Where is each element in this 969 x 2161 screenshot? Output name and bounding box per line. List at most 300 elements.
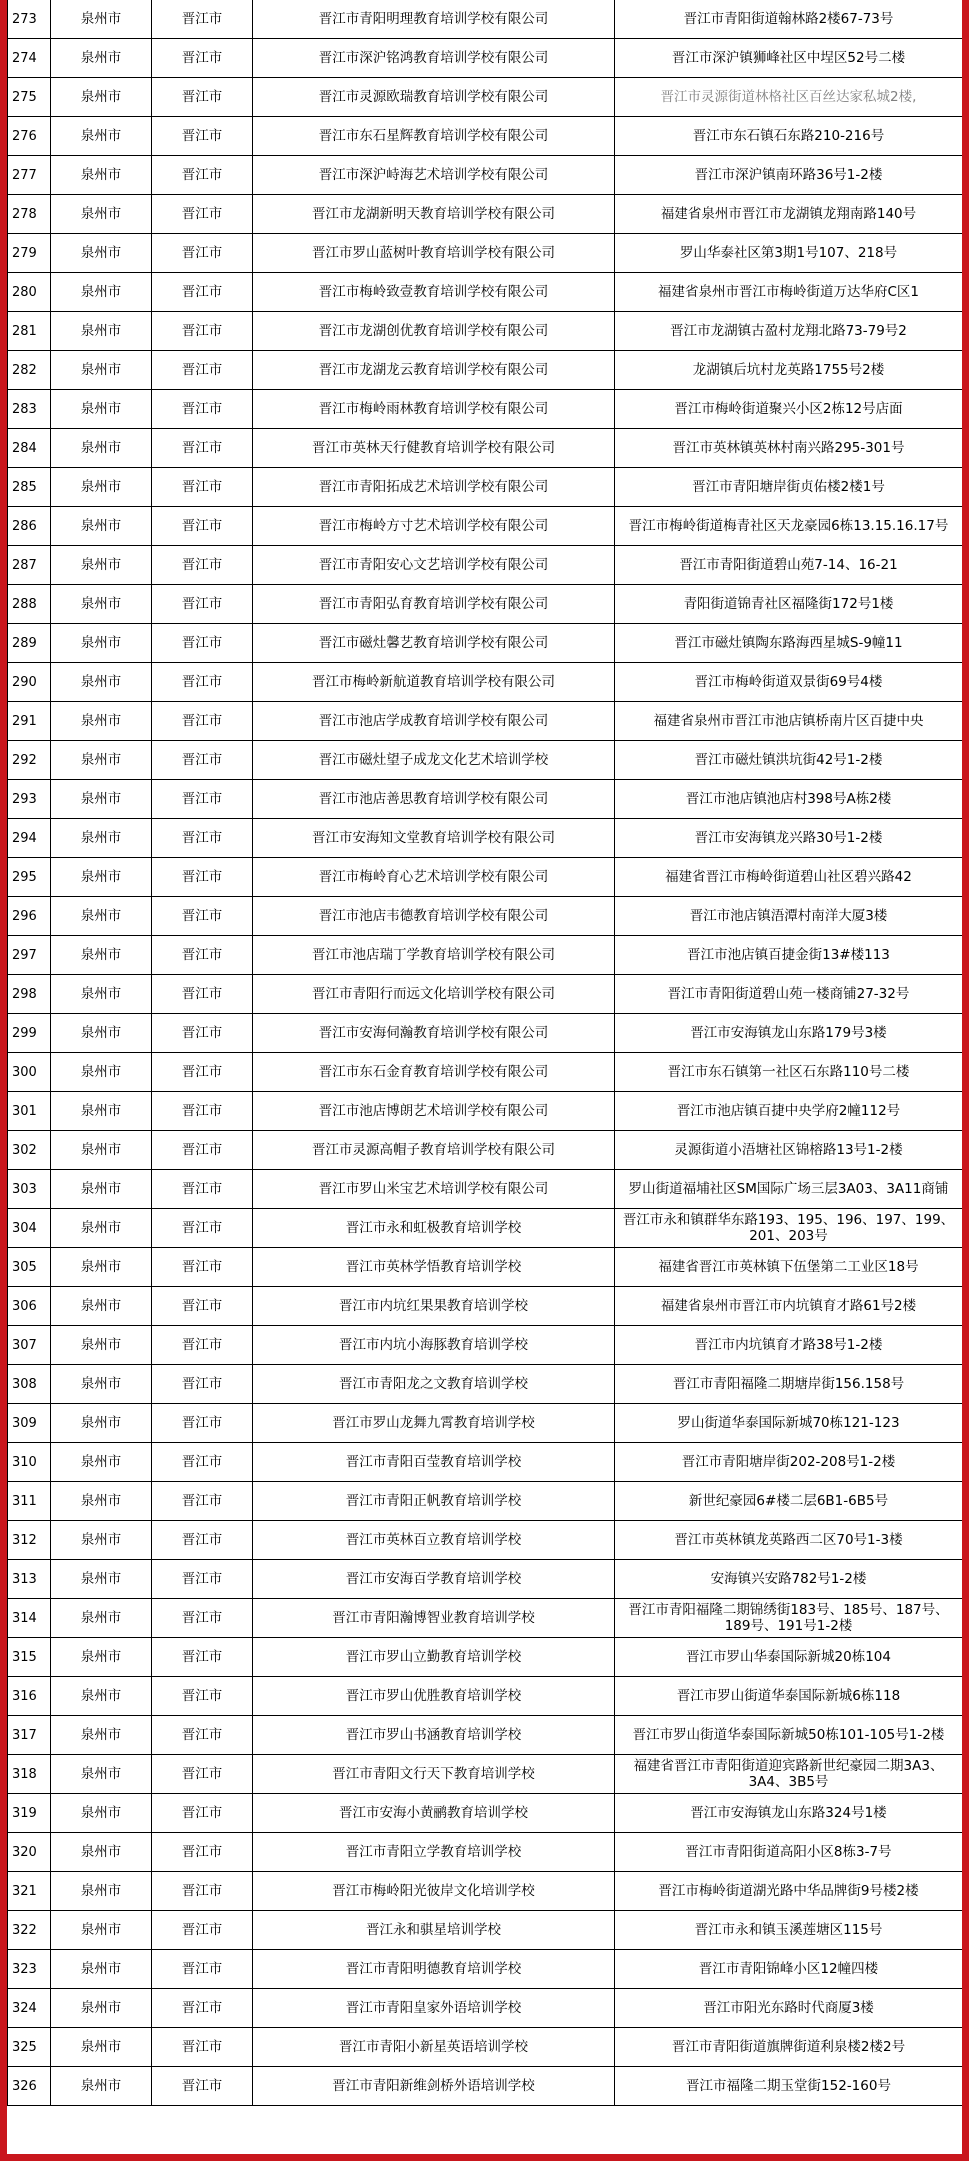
county-cell: 晋江市 — [152, 195, 253, 234]
address-cell: 晋江市池店镇百捷金街13#楼113 — [615, 936, 963, 975]
row-number-cell: 311 — [8, 1482, 51, 1521]
address-cell: 晋江市池店镇浯潭村南洋大厦3楼 — [615, 897, 963, 936]
table-row — [8, 351, 963, 390]
address-cell: 晋江市梅岭街道双景街69号4楼 — [615, 663, 963, 702]
row-number-cell: 289 — [8, 624, 51, 663]
city-cell: 泉州市 — [51, 1911, 152, 1950]
row-number-cell: 292 — [8, 741, 51, 780]
row-number-cell: 326 — [8, 2067, 51, 2106]
address-cell: 晋江市青阳锦峰小区12幢四楼 — [615, 1950, 963, 1989]
address-cell: 晋江市罗山街道华泰国际新城6栋118 — [615, 1677, 963, 1716]
school-registry-table — [7, 0, 963, 2106]
row-number-cell: 325 — [8, 2028, 51, 2067]
city-cell: 泉州市 — [51, 390, 152, 429]
city-cell: 泉州市 — [51, 1521, 152, 1560]
city-cell: 泉州市 — [51, 702, 152, 741]
row-number-cell: 276 — [8, 117, 51, 156]
city-cell: 泉州市 — [51, 0, 152, 39]
city-cell: 泉州市 — [51, 195, 152, 234]
county-cell: 晋江市 — [152, 117, 253, 156]
city-cell: 泉州市 — [51, 1404, 152, 1443]
address-cell: 晋江市罗山街道华泰国际新城50栋101-105号1-2楼 — [615, 1716, 963, 1755]
table-row — [8, 1716, 963, 1755]
school-name-cell: 晋江市青阳瀚博智业教育培训学校 — [253, 1599, 615, 1638]
school-name-cell: 晋江市灵源高帽子教育培训学校有限公司 — [253, 1131, 615, 1170]
city-cell: 泉州市 — [51, 741, 152, 780]
county-cell: 晋江市 — [152, 156, 253, 195]
row-number-cell: 294 — [8, 819, 51, 858]
school-name-cell: 晋江市池店瑞丁学教育培训学校有限公司 — [253, 936, 615, 975]
row-number-cell: 300 — [8, 1053, 51, 1092]
county-cell: 晋江市 — [152, 1248, 253, 1287]
city-cell: 泉州市 — [51, 273, 152, 312]
county-cell: 晋江市 — [152, 1989, 253, 2028]
school-name-cell: 晋江市青阳百莹教育培训学校 — [253, 1443, 615, 1482]
row-number-cell: 293 — [8, 780, 51, 819]
city-cell: 泉州市 — [51, 1131, 152, 1170]
table-row — [8, 1911, 963, 1950]
row-number-cell: 321 — [8, 1872, 51, 1911]
county-cell: 晋江市 — [152, 273, 253, 312]
school-name-cell: 晋江市安海知文堂教育培训学校有限公司 — [253, 819, 615, 858]
school-name-cell: 晋江市英林学悟教育培训学校 — [253, 1248, 615, 1287]
table-row — [8, 1950, 963, 1989]
row-number-cell: 297 — [8, 936, 51, 975]
row-number-cell: 278 — [8, 195, 51, 234]
city-cell: 泉州市 — [51, 1950, 152, 1989]
school-name-cell: 晋江市东石星辉教育培训学校有限公司 — [253, 117, 615, 156]
city-cell: 泉州市 — [51, 234, 152, 273]
address-cell: 晋江市灵源街道林格社区百丝达家私城2楼, — [615, 78, 963, 117]
school-name-cell: 晋江永和骐星培训学校 — [253, 1911, 615, 1950]
row-number-cell: 302 — [8, 1131, 51, 1170]
county-cell: 晋江市 — [152, 312, 253, 351]
county-cell: 晋江市 — [152, 1833, 253, 1872]
school-name-cell: 晋江市内坑红果果教育培训学校 — [253, 1287, 615, 1326]
county-cell: 晋江市 — [152, 858, 253, 897]
city-cell: 泉州市 — [51, 312, 152, 351]
table-row — [8, 78, 963, 117]
county-cell: 晋江市 — [152, 1950, 253, 1989]
table-row — [8, 1365, 963, 1404]
address-cell: 晋江市青阳街道旗牌街道利泉楼2楼2号 — [615, 2028, 963, 2067]
address-cell: 晋江市安海镇龙兴路30号1-2楼 — [615, 819, 963, 858]
county-cell: 晋江市 — [152, 234, 253, 273]
address-cell: 晋江市青阳街道高阳小区8栋3-7号 — [615, 1833, 963, 1872]
county-cell: 晋江市 — [152, 546, 253, 585]
school-name-cell: 晋江市灵源欧瑞教育培训学校有限公司 — [253, 78, 615, 117]
city-cell: 泉州市 — [51, 1872, 152, 1911]
city-cell: 泉州市 — [51, 1482, 152, 1521]
table-row — [8, 1833, 963, 1872]
county-cell: 晋江市 — [152, 663, 253, 702]
county-cell: 晋江市 — [152, 2028, 253, 2067]
table-row — [8, 195, 963, 234]
school-name-cell: 晋江市青阳正帆教育培训学校 — [253, 1482, 615, 1521]
row-number-cell: 277 — [8, 156, 51, 195]
table-row — [8, 546, 963, 585]
city-cell: 泉州市 — [51, 624, 152, 663]
address-cell: 龙湖镇后坑村龙英路1755号2楼 — [615, 351, 963, 390]
school-name-cell: 晋江市青阳新维剑桥外语培训学校 — [253, 2067, 615, 2106]
county-cell: 晋江市 — [152, 1365, 253, 1404]
school-name-cell: 晋江市池店韦德教育培训学校有限公司 — [253, 897, 615, 936]
city-cell: 泉州市 — [51, 1326, 152, 1365]
county-cell: 晋江市 — [152, 780, 253, 819]
county-cell: 晋江市 — [152, 1014, 253, 1053]
table-row — [8, 975, 963, 1014]
county-cell: 晋江市 — [152, 1794, 253, 1833]
county-cell: 晋江市 — [152, 468, 253, 507]
county-cell: 晋江市 — [152, 1092, 253, 1131]
city-cell: 泉州市 — [51, 1209, 152, 1248]
school-name-cell: 晋江市英林天行健教育培训学校有限公司 — [253, 429, 615, 468]
city-cell: 泉州市 — [51, 1092, 152, 1131]
address-cell: 晋江市池店镇百捷中央学府2幢112号 — [615, 1092, 963, 1131]
row-number-cell: 303 — [8, 1170, 51, 1209]
address-cell: 晋江市梅岭街道湖光路中华品牌街9号楼2楼 — [615, 1872, 963, 1911]
table-row — [8, 2067, 963, 2106]
city-cell: 泉州市 — [51, 897, 152, 936]
county-cell: 晋江市 — [152, 1287, 253, 1326]
table-row — [8, 1872, 963, 1911]
school-name-cell: 晋江市池店学成教育培训学校有限公司 — [253, 702, 615, 741]
row-number-cell: 309 — [8, 1404, 51, 1443]
county-cell: 晋江市 — [152, 1443, 253, 1482]
city-cell: 泉州市 — [51, 1716, 152, 1755]
address-cell: 罗山街道福埔社区SM国际广场三层3A03、3A11商铺 — [615, 1170, 963, 1209]
school-name-cell: 晋江市罗山蓝树叶教育培训学校有限公司 — [253, 234, 615, 273]
row-number-cell: 290 — [8, 663, 51, 702]
row-number-cell: 285 — [8, 468, 51, 507]
address-cell: 晋江市内坑镇育才路38号1-2楼 — [615, 1326, 963, 1365]
address-cell: 福建省晋江市梅岭街道碧山社区碧兴路42 — [615, 858, 963, 897]
school-name-cell: 晋江市深沪峙海艺术培训学校有限公司 — [253, 156, 615, 195]
table-row — [8, 1443, 963, 1482]
school-name-cell: 晋江市池店博朗艺术培训学校有限公司 — [253, 1092, 615, 1131]
city-cell: 泉州市 — [51, 429, 152, 468]
row-number-cell: 274 — [8, 39, 51, 78]
city-cell: 泉州市 — [51, 1794, 152, 1833]
city-cell: 泉州市 — [51, 468, 152, 507]
row-number-cell: 291 — [8, 702, 51, 741]
school-name-cell: 晋江市青阳弘育教育培训学校有限公司 — [253, 585, 615, 624]
table-row — [8, 1014, 963, 1053]
row-number-cell: 317 — [8, 1716, 51, 1755]
table-row — [8, 1170, 963, 1209]
address-cell: 晋江市青阳塘岸街202-208号1-2楼 — [615, 1443, 963, 1482]
table-row — [8, 1638, 963, 1677]
row-number-cell: 273 — [8, 0, 51, 39]
table-row — [8, 1755, 963, 1794]
county-cell: 晋江市 — [152, 429, 253, 468]
school-name-cell: 晋江市英林百立教育培训学校 — [253, 1521, 615, 1560]
address-cell: 福建省泉州市晋江市池店镇桥南片区百捷中央 — [615, 702, 963, 741]
table-row — [8, 1482, 963, 1521]
row-number-cell: 286 — [8, 507, 51, 546]
address-cell: 新世纪豪园6#楼二层6B1-6B5号 — [615, 1482, 963, 1521]
table-row — [8, 0, 963, 39]
table-row — [8, 234, 963, 273]
row-number-cell: 305 — [8, 1248, 51, 1287]
address-cell: 灵源街道小浯塘社区锦榕路13号1-2楼 — [615, 1131, 963, 1170]
school-name-cell: 晋江市内坑小海豚教育培训学校 — [253, 1326, 615, 1365]
row-number-cell: 312 — [8, 1521, 51, 1560]
table-row — [8, 624, 963, 663]
school-name-cell: 晋江市安海小黄鹂教育培训学校 — [253, 1794, 615, 1833]
county-cell: 晋江市 — [152, 1131, 253, 1170]
county-cell: 晋江市 — [152, 351, 253, 390]
row-number-cell: 296 — [8, 897, 51, 936]
school-name-cell: 晋江市青阳文行天下教育培训学校 — [253, 1755, 615, 1794]
row-number-cell: 320 — [8, 1833, 51, 1872]
address-cell: 晋江市福隆二期玉堂街152-160号 — [615, 2067, 963, 2106]
address-cell: 晋江市东石镇石东路210-216号 — [615, 117, 963, 156]
address-cell: 福建省晋江市英林镇下伍堡第二工业区18号 — [615, 1248, 963, 1287]
address-cell: 福建省晋江市青阳街道迎宾路新世纪豪园二期3A3、3A4、3B5号 — [615, 1755, 963, 1794]
address-cell: 晋江市阳光东路时代商厦3楼 — [615, 1989, 963, 2028]
table-row — [8, 741, 963, 780]
table-row — [8, 1287, 963, 1326]
county-cell: 晋江市 — [152, 1170, 253, 1209]
address-cell: 青阳街道锦青社区福隆街172号1楼 — [615, 585, 963, 624]
row-number-cell: 282 — [8, 351, 51, 390]
school-name-cell: 晋江市梅岭育心艺术培训学校有限公司 — [253, 858, 615, 897]
row-number-cell: 308 — [8, 1365, 51, 1404]
address-cell: 晋江市青阳福隆二期锦绣街183号、185号、187号、189号、191号1-2楼 — [615, 1599, 963, 1638]
table-row — [8, 1794, 963, 1833]
county-cell: 晋江市 — [152, 1521, 253, 1560]
county-cell: 晋江市 — [152, 39, 253, 78]
address-cell: 晋江市池店镇池店村398号A栋2楼 — [615, 780, 963, 819]
address-cell: 晋江市深沪镇狮峰社区中埕区52号二楼 — [615, 39, 963, 78]
city-cell: 泉州市 — [51, 1170, 152, 1209]
county-cell: 晋江市 — [152, 78, 253, 117]
row-number-cell: 284 — [8, 429, 51, 468]
table-row — [8, 1326, 963, 1365]
county-cell: 晋江市 — [152, 1599, 253, 1638]
school-name-cell: 晋江市梅岭方寸艺术培训学校有限公司 — [253, 507, 615, 546]
county-cell: 晋江市 — [152, 897, 253, 936]
table-row — [8, 1053, 963, 1092]
school-name-cell: 晋江市青阳立学教育培训学校 — [253, 1833, 615, 1872]
row-number-cell: 319 — [8, 1794, 51, 1833]
county-cell: 晋江市 — [152, 975, 253, 1014]
city-cell: 泉州市 — [51, 585, 152, 624]
address-cell: 晋江市安海镇龙山东路324号1楼 — [615, 1794, 963, 1833]
row-number-cell: 288 — [8, 585, 51, 624]
city-cell: 泉州市 — [51, 975, 152, 1014]
address-cell: 晋江市磁灶镇陶东路海西星城S-9幢11 — [615, 624, 963, 663]
row-number-cell: 307 — [8, 1326, 51, 1365]
table-row — [8, 1131, 963, 1170]
city-cell: 泉州市 — [51, 1833, 152, 1872]
school-name-cell: 晋江市青阳安心文艺培训学校有限公司 — [253, 546, 615, 585]
city-cell: 泉州市 — [51, 1638, 152, 1677]
table-row — [8, 1092, 963, 1131]
city-cell: 泉州市 — [51, 546, 152, 585]
school-name-cell: 晋江市青阳明理教育培训学校有限公司 — [253, 0, 615, 39]
city-cell: 泉州市 — [51, 819, 152, 858]
table-row — [8, 1560, 963, 1599]
school-name-cell: 晋江市梅岭新航道教育培训学校有限公司 — [253, 663, 615, 702]
address-cell: 晋江市青阳街道碧山苑7-14、16-21 — [615, 546, 963, 585]
school-name-cell: 晋江市罗山米宝艺术培训学校有限公司 — [253, 1170, 615, 1209]
address-cell: 晋江市梅岭街道梅青社区天龙豪园6栋13.15.16.17号 — [615, 507, 963, 546]
address-cell: 晋江市龙湖镇古盈村龙翔北路73-79号2 — [615, 312, 963, 351]
city-cell: 泉州市 — [51, 1443, 152, 1482]
address-cell: 晋江市罗山华泰国际新城20栋104 — [615, 1638, 963, 1677]
city-cell: 泉州市 — [51, 1677, 152, 1716]
county-cell: 晋江市 — [152, 819, 253, 858]
city-cell: 泉州市 — [51, 507, 152, 546]
address-cell: 福建省泉州市晋江市内坑镇育才路61号2楼 — [615, 1287, 963, 1326]
city-cell: 泉州市 — [51, 2067, 152, 2106]
school-name-cell: 晋江市罗山龙舞九霄教育培训学校 — [253, 1404, 615, 1443]
county-cell: 晋江市 — [152, 507, 253, 546]
row-number-cell: 275 — [8, 78, 51, 117]
county-cell: 晋江市 — [152, 624, 253, 663]
school-name-cell: 晋江市罗山立勤教育培训学校 — [253, 1638, 615, 1677]
address-cell: 罗山街道华泰国际新城70栋121-123 — [615, 1404, 963, 1443]
city-cell: 泉州市 — [51, 78, 152, 117]
table-row — [8, 2028, 963, 2067]
city-cell: 泉州市 — [51, 1014, 152, 1053]
address-cell: 罗山华泰社区第3期1号107、218号 — [615, 234, 963, 273]
school-name-cell: 晋江市梅岭阳光彼岸文化培训学校 — [253, 1872, 615, 1911]
city-cell: 泉州市 — [51, 663, 152, 702]
table-row — [8, 1521, 963, 1560]
county-cell: 晋江市 — [152, 1911, 253, 1950]
school-name-cell: 晋江市安海伺瀚教育培训学校有限公司 — [253, 1014, 615, 1053]
address-cell: 晋江市东石镇第一社区石东路110号二楼 — [615, 1053, 963, 1092]
school-name-cell: 晋江市梅岭致壹教育培训学校有限公司 — [253, 273, 615, 312]
table-row — [8, 390, 963, 429]
city-cell: 泉州市 — [51, 1365, 152, 1404]
school-name-cell: 晋江市池店善思教育培训学校有限公司 — [253, 780, 615, 819]
county-cell: 晋江市 — [152, 1677, 253, 1716]
address-cell: 晋江市英林镇龙英路西二区70号1-3楼 — [615, 1521, 963, 1560]
address-cell: 晋江市青阳街道翰林路2楼67-73号 — [615, 0, 963, 39]
table-row — [8, 468, 963, 507]
table-row — [8, 156, 963, 195]
table-row — [8, 897, 963, 936]
city-cell: 泉州市 — [51, 1248, 152, 1287]
county-cell: 晋江市 — [152, 0, 253, 39]
row-number-cell: 323 — [8, 1950, 51, 1989]
address-cell: 福建省泉州市晋江市龙湖镇龙翔南路140号 — [615, 195, 963, 234]
table-row — [8, 1599, 963, 1638]
school-name-cell: 晋江市青阳拓成艺术培训学校有限公司 — [253, 468, 615, 507]
table-row — [8, 1677, 963, 1716]
row-number-cell: 301 — [8, 1092, 51, 1131]
address-cell: 晋江市梅岭街道聚兴小区2栋12号店面 — [615, 390, 963, 429]
county-cell: 晋江市 — [152, 1638, 253, 1677]
row-number-cell: 324 — [8, 1989, 51, 2028]
city-cell: 泉州市 — [51, 780, 152, 819]
table-row — [8, 273, 963, 312]
row-number-cell: 310 — [8, 1443, 51, 1482]
school-name-cell: 晋江市青阳皇家外语培训学校 — [253, 1989, 615, 2028]
table-row — [8, 507, 963, 546]
school-name-cell: 晋江市梅岭雨林教育培训学校有限公司 — [253, 390, 615, 429]
table-row — [8, 39, 963, 78]
city-cell: 泉州市 — [51, 1755, 152, 1794]
city-cell: 泉州市 — [51, 2028, 152, 2067]
city-cell: 泉州市 — [51, 936, 152, 975]
row-number-cell: 306 — [8, 1287, 51, 1326]
table-row — [8, 429, 963, 468]
county-cell: 晋江市 — [152, 1716, 253, 1755]
school-name-cell: 晋江市龙湖新明天教育培训学校有限公司 — [253, 195, 615, 234]
city-cell: 泉州市 — [51, 1560, 152, 1599]
school-name-cell: 晋江市永和虹极教育培训学校 — [253, 1209, 615, 1248]
school-name-cell: 晋江市青阳明德教育培训学校 — [253, 1950, 615, 1989]
row-number-cell: 281 — [8, 312, 51, 351]
table-row — [8, 858, 963, 897]
table-row — [8, 780, 963, 819]
table-row — [8, 702, 963, 741]
table-row — [8, 585, 963, 624]
address-cell: 晋江市磁灶镇洪坑街42号1-2楼 — [615, 741, 963, 780]
city-cell: 泉州市 — [51, 1989, 152, 2028]
school-name-cell: 晋江市磁灶馨艺教育培训学校有限公司 — [253, 624, 615, 663]
address-cell: 晋江市深沪镇南环路36号1-2楼 — [615, 156, 963, 195]
county-cell: 晋江市 — [152, 1209, 253, 1248]
table-body — [8, 0, 963, 2106]
row-number-cell: 299 — [8, 1014, 51, 1053]
school-name-cell: 晋江市青阳行而远文化培训学校有限公司 — [253, 975, 615, 1014]
row-number-cell: 322 — [8, 1911, 51, 1950]
table-row — [8, 1404, 963, 1443]
address-cell: 晋江市青阳塘岸街贞佑楼2楼1号 — [615, 468, 963, 507]
address-cell: 晋江市英林镇英林村南兴路295-301号 — [615, 429, 963, 468]
city-cell: 泉州市 — [51, 858, 152, 897]
city-cell: 泉州市 — [51, 39, 152, 78]
row-number-cell: 298 — [8, 975, 51, 1014]
row-number-cell: 280 — [8, 273, 51, 312]
address-cell: 晋江市安海镇龙山东路179号3楼 — [615, 1014, 963, 1053]
table-row — [8, 936, 963, 975]
school-name-cell: 晋江市罗山书涵教育培训学校 — [253, 1716, 615, 1755]
row-number-cell: 283 — [8, 390, 51, 429]
school-name-cell: 晋江市龙湖创优教育培训学校有限公司 — [253, 312, 615, 351]
row-number-cell: 318 — [8, 1755, 51, 1794]
school-name-cell: 晋江市磁灶望子成龙文化艺术培训学校 — [253, 741, 615, 780]
row-number-cell: 279 — [8, 234, 51, 273]
county-cell: 晋江市 — [152, 2067, 253, 2106]
county-cell: 晋江市 — [152, 1872, 253, 1911]
county-cell: 晋江市 — [152, 936, 253, 975]
school-name-cell: 晋江市深沪铭鸿教育培训学校有限公司 — [253, 39, 615, 78]
city-cell: 泉州市 — [51, 351, 152, 390]
row-number-cell: 313 — [8, 1560, 51, 1599]
school-name-cell: 晋江市东石金育教育培训学校有限公司 — [253, 1053, 615, 1092]
row-number-cell: 316 — [8, 1677, 51, 1716]
address-cell: 晋江市青阳福隆二期塘岸街156.158号 — [615, 1365, 963, 1404]
row-number-cell: 295 — [8, 858, 51, 897]
city-cell: 泉州市 — [51, 1599, 152, 1638]
county-cell: 晋江市 — [152, 702, 253, 741]
county-cell: 晋江市 — [152, 1326, 253, 1365]
table-row — [8, 117, 963, 156]
school-name-cell: 晋江市罗山优胜教育培训学校 — [253, 1677, 615, 1716]
table-row — [8, 1989, 963, 2028]
city-cell: 泉州市 — [51, 156, 152, 195]
county-cell: 晋江市 — [152, 1482, 253, 1521]
table-row — [8, 1248, 963, 1287]
city-cell: 泉州市 — [51, 1287, 152, 1326]
